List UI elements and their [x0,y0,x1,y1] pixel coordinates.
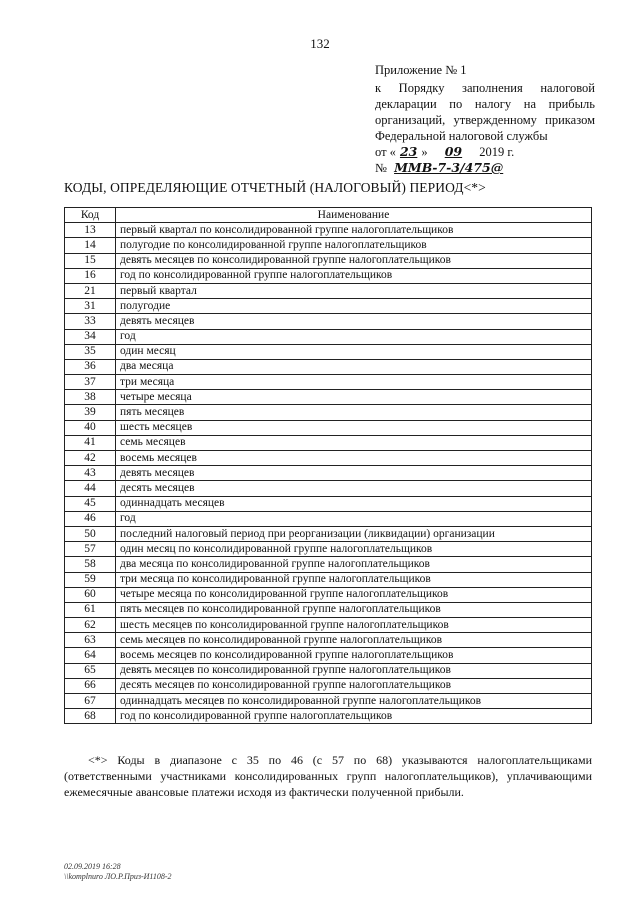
number-prefix: № [375,161,387,175]
row-code: 65 [65,663,116,678]
row-code: 44 [65,481,116,496]
row-name: одиннадцать месяцев по консолидированной группе налогоплательщиков [116,694,592,709]
row-code: 62 [65,618,116,633]
row-name: девять месяцев [116,314,592,329]
header-name: Наименование [116,208,592,223]
table-row [65,359,592,374]
row-name: пять месяцев [116,405,592,420]
table-row [65,648,592,663]
row-name: один месяц [116,344,592,359]
header-code: Код [65,208,116,223]
table-row [65,420,592,435]
row-name: три месяца [116,375,592,390]
table-row [65,314,592,329]
row-code: 13 [65,223,116,238]
date-mid: » [421,145,428,159]
row-name: два месяца [116,359,592,374]
order-number: ММВ-7-3/475@ [394,160,504,175]
table-row [65,542,592,557]
row-name: год по консолидированной группе налогоплательщиков [116,268,592,283]
table-row [65,299,592,314]
table-row [65,223,592,238]
appendix-title: Приложение № 1 [375,63,467,77]
row-code: 42 [65,451,116,466]
table-row [65,694,592,709]
table-row [65,709,592,724]
row-name: три месяца по консолидированной группе налогоплательщиков [116,572,592,587]
row-code: 46 [65,511,116,526]
row-name: один месяц по консолидированной группе налогоплательщиков [116,542,592,557]
row-code: 60 [65,587,116,602]
row-code: 39 [65,405,116,420]
appendix-line: Федеральной налоговой службы [375,129,548,143]
row-code: 59 [65,572,116,587]
row-name: пять месяцев по консолидированной группе налогоплательщиков [116,602,592,617]
row-code: 16 [65,268,116,283]
table-row [65,344,592,359]
table-row [65,511,592,526]
row-name: одиннадцать месяцев [116,496,592,511]
appendix-number [375,160,595,176]
table-row [65,268,592,283]
row-name: восемь месяцев [116,451,592,466]
row-name: девять месяцев [116,466,592,481]
row-code: 41 [65,435,116,450]
table-row [65,678,592,693]
row-code: 15 [65,253,116,268]
row-code: 38 [65,390,116,405]
row-name: год по консолидированной группе налогоплательщиков [116,709,592,724]
table-row [65,633,592,648]
table-row [65,238,592,253]
row-name: четыре месяца [116,390,592,405]
appendix-date [375,144,595,160]
row-name: полугодие по консолидированной группе налогоплательщиков [116,238,592,253]
table-row [65,557,592,572]
row-code: 45 [65,496,116,511]
table-body [65,223,592,724]
table-row [65,587,592,602]
row-code: 67 [65,694,116,709]
row-code: 21 [65,283,116,298]
row-code: 43 [65,466,116,481]
date-prefix: от « [375,145,396,159]
row-name: девять месяцев по консолидированной группе налогоплательщиков [116,253,592,268]
row-name: десять месяцев по консолидированной группе налогоплательщиков [116,678,592,693]
table-row [65,526,592,541]
row-name: девять месяцев по консолидированной группе налогоплательщиков [116,663,592,678]
table-row [65,663,592,678]
row-name: два месяца по консолидированной группе налогоплательщиков [116,557,592,572]
row-code: 50 [65,526,116,541]
row-code: 14 [65,238,116,253]
row-name: десять месяцев [116,481,592,496]
row-code: 35 [65,344,116,359]
row-code: 33 [65,314,116,329]
row-name: семь месяцев по консолидированной группе налогоплательщиков [116,633,592,648]
row-code: 58 [65,557,116,572]
table-row [65,602,592,617]
row-code: 66 [65,678,116,693]
table-row [65,375,592,390]
row-code: 31 [65,299,116,314]
row-name: шесть месяцев по консолидированной группе налогоплательщиков [116,618,592,633]
row-code: 61 [65,602,116,617]
date-day: 23 [399,144,418,159]
appendix-line: к Порядку заполнения налоговой [375,81,595,95]
footnote: <*> Коды в диапазоне с 35 по 46 (с 57 по 68) указываются налогоплательщиками (ответственными участниками консолидированных групп налогоплательщиков), уплачивающими ежемесячные авансовые платежи исходя из фактически полученной прибыли. [64,753,592,799]
table-row [65,481,592,496]
row-name: восемь месяцев по консолидированной группе налогоплательщиков [116,648,592,663]
footer-path: \\komplnuro ЛО.Р.Приз-И1108-2 [64,872,172,881]
page-title: КОДЫ, ОПРЕДЕЛЯЮЩИЕ ОТЧЕТНЫЙ (НАЛОГОВЫЙ) ПЕРИОД<*> [64,180,486,195]
date-month: 09 [444,144,463,159]
row-name: последний налоговый период при реорганизации (ликвидации) организации [116,526,592,541]
table-row [65,405,592,420]
table-row [65,253,592,268]
table-row [65,451,592,466]
row-code: 37 [65,375,116,390]
appendix-line: декларации по налогу на прибыль [375,97,595,111]
table-row [65,496,592,511]
row-code: 34 [65,329,116,344]
row-code: 64 [65,648,116,663]
row-name: первый квартал [116,283,592,298]
row-name: четыре месяца по консолидированной группе налогоплательщиков [116,587,592,602]
row-name: шесть месяцев [116,420,592,435]
row-name: полугодие [116,299,592,314]
page-number: 132 [310,36,330,51]
document-footer [64,862,172,882]
appendix-block [375,62,595,176]
row-code: 57 [65,542,116,557]
table-row [65,329,592,344]
table-row [65,572,592,587]
table-row [65,283,592,298]
date-year: 2019 г. [479,145,515,159]
row-code: 36 [65,359,116,374]
row-code: 63 [65,633,116,648]
row-code: 68 [65,709,116,724]
table-row [65,390,592,405]
row-name: год [116,511,592,526]
table-row [65,435,592,450]
row-name: год [116,329,592,344]
appendix-line: организаций, утвержденному приказом [375,113,595,127]
table-row [65,466,592,481]
table-header-row [65,208,592,223]
table-row [65,618,592,633]
period-codes-table [64,207,592,724]
row-name: семь месяцев [116,435,592,450]
footer-timestamp: 02.09.2019 16:28 [64,862,121,871]
row-name: первый квартал по консолидированной группе налогоплательщиков [116,223,592,238]
row-code: 40 [65,420,116,435]
